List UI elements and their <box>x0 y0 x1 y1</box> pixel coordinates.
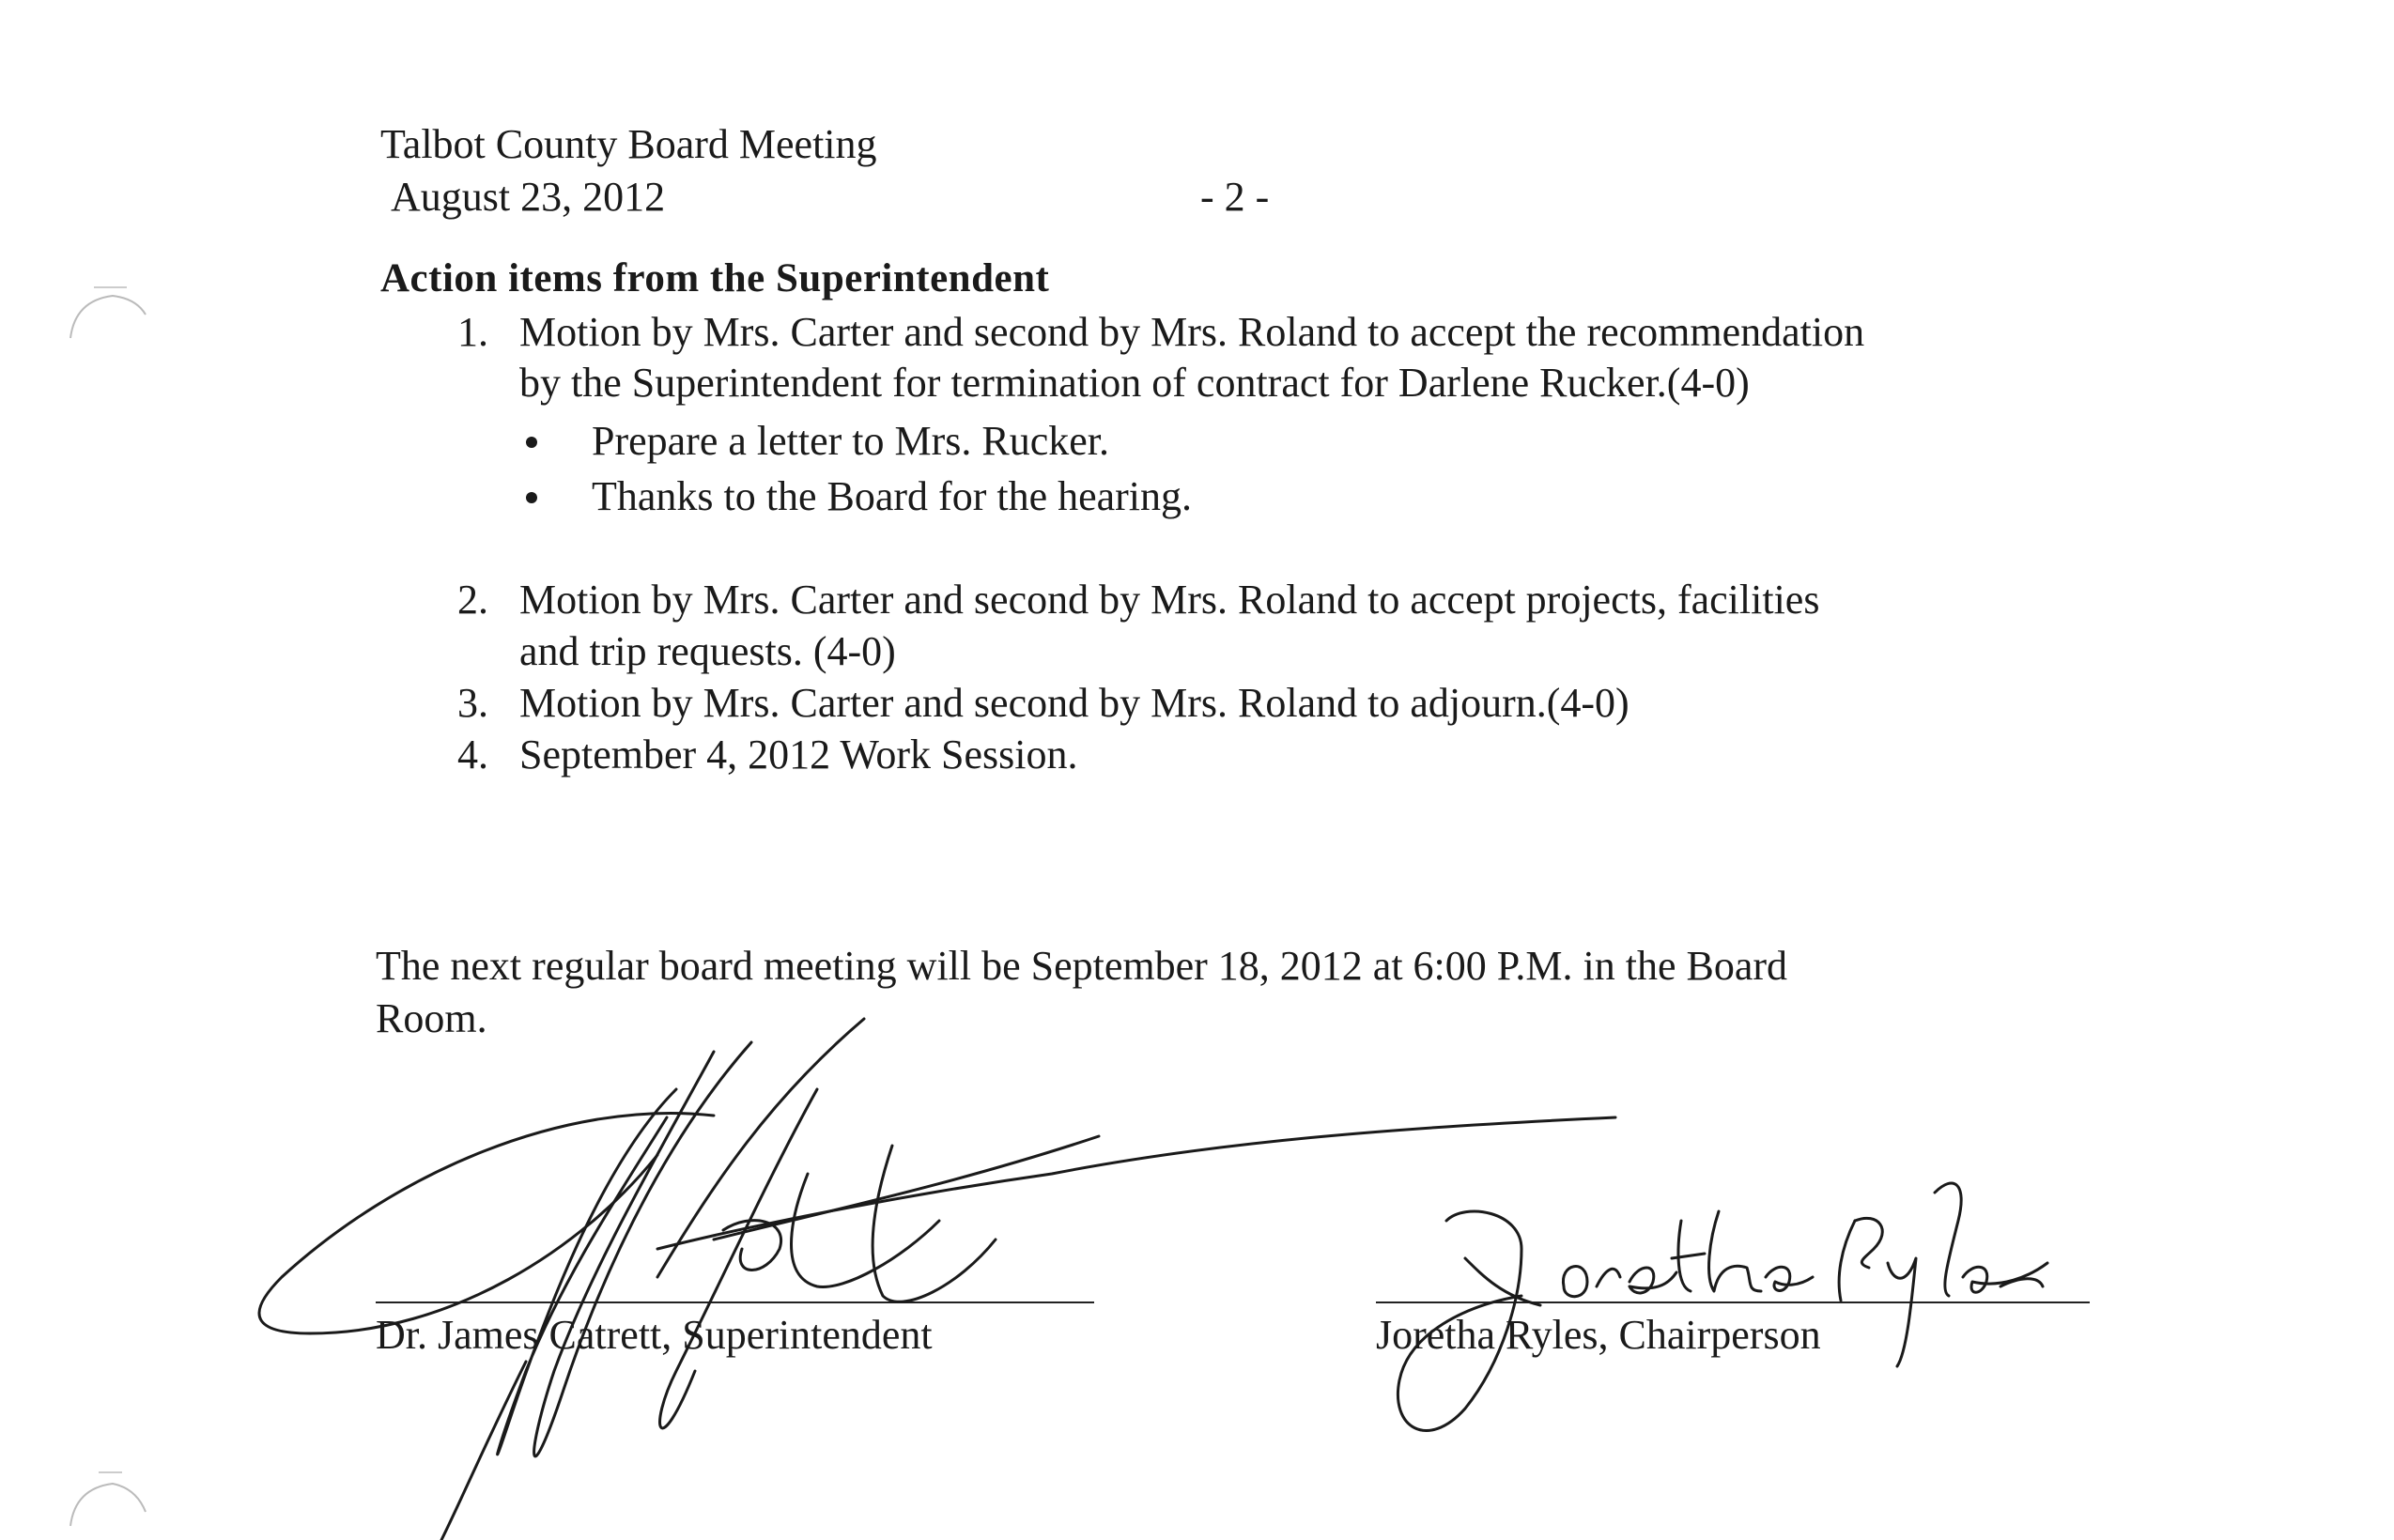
page-number: - 2 - <box>1200 174 1270 220</box>
item-4-line-1: September 4, 2012 Work Session. <box>519 732 1078 778</box>
item-number: 3. <box>457 680 488 726</box>
signature-label-superintendent: Dr. James Catrett, Superintendent <box>376 1312 933 1358</box>
item-1-line-1: Motion by Mrs. Carter and second by Mrs. Roland to accept the recommendation <box>519 309 1865 355</box>
section-heading: Action items from the Superintendent <box>380 256 1050 300</box>
item-3-line-1: Motion by Mrs. Carter and second by Mrs. Roland to adjourn.(4-0) <box>519 680 1629 726</box>
meeting-date: August 23, 2012 <box>391 174 666 220</box>
item-2-line-2: and trip requests. (4-0) <box>519 628 896 674</box>
item-1-bullet-2: Thanks to the Board for the hearing. <box>592 473 1193 519</box>
item-1-line-2: by the Superintendent for termination of contract for Darlene Rucker.(4-0) <box>519 360 1750 406</box>
item-1-bullet-1: Prepare a letter to Mrs. Rucker. <box>592 418 1110 464</box>
item-number: 1. <box>457 309 488 355</box>
item-2-line-1: Motion by Mrs. Carter and second by Mrs. Roland to accept projects, facilities <box>519 577 1820 623</box>
item-number: 2. <box>457 577 488 623</box>
signature-label-chairperson: Joretha Ryles, Chairperson <box>1376 1312 1821 1358</box>
item-number: 4. <box>457 732 488 778</box>
closing-line-2: Room. <box>376 995 487 1041</box>
closing-line-1: The next regular board meeting will be September 18, 2012 at 6:00 P.M. in the Board <box>376 943 1788 989</box>
meeting-title: Talbot County Board Meeting <box>380 121 877 167</box>
